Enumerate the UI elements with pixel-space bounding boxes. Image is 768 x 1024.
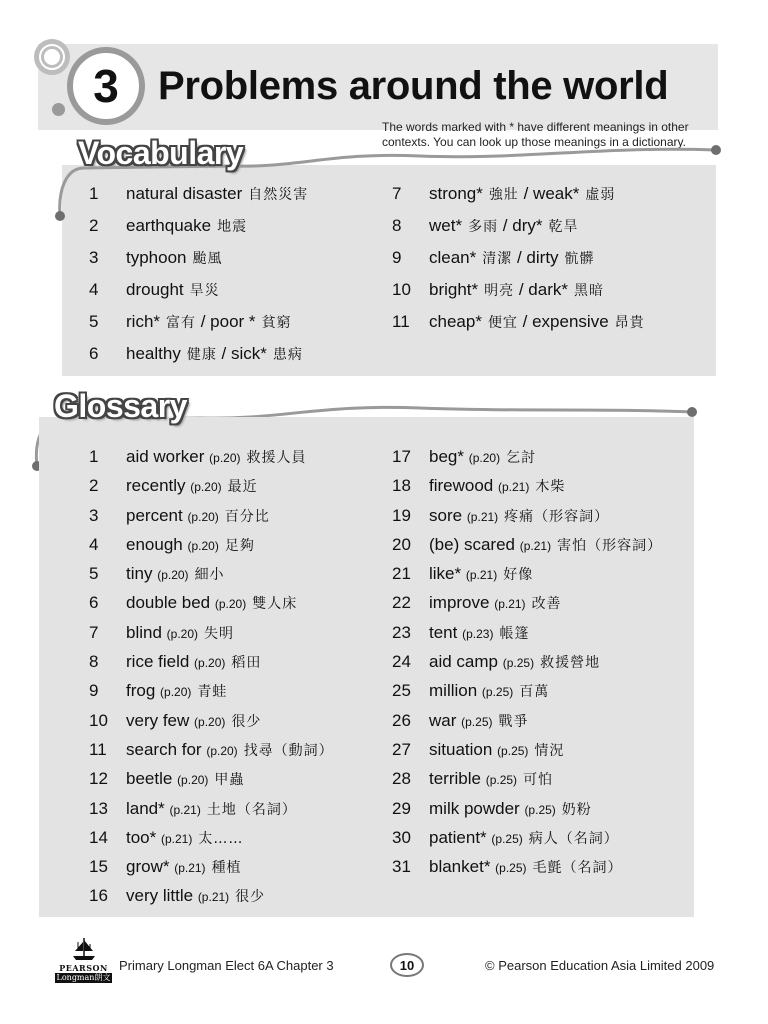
opposite-translation: 乾旱 bbox=[548, 219, 579, 235]
list-item bbox=[392, 623, 692, 652]
chinese-translation: 疼痛（形容詞） bbox=[504, 508, 610, 525]
english-word: recently bbox=[126, 476, 186, 496]
english-word: bright* bbox=[429, 280, 479, 299]
opposite-translation: 虛弱 bbox=[585, 187, 616, 203]
opposite-word: / sick* bbox=[216, 344, 267, 363]
item-number: 14 bbox=[89, 827, 108, 847]
item-number: 7 bbox=[89, 622, 99, 642]
item-number: 12 bbox=[89, 769, 108, 789]
chinese-translation: 稻田 bbox=[231, 655, 262, 672]
list-item bbox=[89, 828, 384, 857]
english-word: milk powder bbox=[429, 798, 520, 818]
english-word: terrible bbox=[429, 769, 481, 789]
item-number: 22 bbox=[392, 593, 411, 613]
chinese-translation: 便宜 bbox=[487, 315, 518, 331]
vocabulary-list-left bbox=[89, 184, 379, 376]
chapter-number: 3 bbox=[93, 60, 119, 112]
item-number: 5 bbox=[89, 564, 99, 584]
chinese-translation: 健康 bbox=[186, 347, 217, 363]
english-word: natural disaster bbox=[126, 184, 243, 203]
list-item bbox=[392, 447, 692, 476]
english-word: war bbox=[429, 710, 457, 730]
chinese-translation: 旱災 bbox=[189, 283, 220, 299]
page-reference: (p.21) bbox=[466, 509, 499, 524]
chinese-translation: 戰爭 bbox=[498, 713, 529, 730]
english-word: grow* bbox=[126, 857, 170, 877]
list-item bbox=[89, 886, 384, 915]
english-word: like* bbox=[429, 564, 462, 584]
glossary-list-right bbox=[392, 447, 692, 886]
chinese-translation: 颱風 bbox=[192, 251, 223, 267]
page-reference: (p.20) bbox=[468, 451, 501, 465]
list-item bbox=[392, 799, 692, 828]
list-item bbox=[89, 312, 379, 344]
page-reference: (p.25) bbox=[491, 831, 523, 846]
page-reference: (p.21) bbox=[174, 861, 206, 876]
chinese-translation: 強壯 bbox=[488, 187, 519, 203]
list-item bbox=[89, 564, 384, 593]
book-title: Primary Longman Elect 6A Chapter 3 bbox=[119, 958, 334, 973]
chinese-translation: 奶粉 bbox=[561, 801, 592, 818]
item-number: 4 bbox=[89, 280, 99, 299]
opposite-word: / dark* bbox=[514, 280, 568, 299]
english-word: percent bbox=[126, 505, 183, 525]
list-item bbox=[392, 740, 692, 769]
chinese-translation: 找尋（動詞） bbox=[243, 742, 334, 759]
vocabulary-heading: Vocabulary bbox=[78, 135, 244, 171]
item-number: 13 bbox=[89, 798, 108, 818]
list-item bbox=[392, 535, 692, 564]
page-reference: (p.20) bbox=[166, 626, 199, 641]
pearson-logo bbox=[55, 936, 112, 996]
english-word: tiny bbox=[126, 564, 153, 584]
chinese-translation: 最近 bbox=[227, 479, 258, 496]
chinese-translation: 木柴 bbox=[535, 479, 566, 496]
english-word: tent bbox=[429, 622, 458, 642]
page-reference: (p.20) bbox=[194, 656, 226, 671]
glossary-list-left bbox=[89, 447, 384, 916]
page-reference: (p.20) bbox=[177, 773, 209, 788]
list-item bbox=[89, 447, 384, 476]
page-reference: (p.20) bbox=[187, 538, 219, 553]
opposite-word: / weak* bbox=[518, 184, 580, 203]
item-number: 30 bbox=[392, 827, 411, 847]
english-word: earthquake bbox=[126, 216, 212, 235]
chinese-translation: 救援人員 bbox=[246, 450, 307, 466]
list-item bbox=[89, 740, 384, 769]
opposite-translation: 黑暗 bbox=[574, 283, 604, 299]
english-word: cheap* bbox=[429, 312, 482, 331]
page-reference: (p.23) bbox=[462, 626, 494, 641]
item-number: 25 bbox=[392, 681, 411, 701]
item-number: 1 bbox=[89, 447, 99, 466]
page-reference: (p.21) bbox=[519, 538, 552, 553]
page-title: Problems around the world bbox=[158, 64, 669, 108]
chinese-translation: 細小 bbox=[194, 567, 225, 584]
dictionary-note: The words marked with * have different meanings in other contexts. You can look up those meanings in a dictionary. bbox=[382, 120, 689, 149]
item-number: 20 bbox=[392, 534, 411, 554]
english-word: search for bbox=[126, 739, 202, 759]
item-number: 23 bbox=[392, 622, 411, 642]
page-reference: (p.25) bbox=[485, 773, 518, 788]
list-item bbox=[392, 248, 712, 280]
list-item bbox=[392, 216, 712, 248]
item-number: 8 bbox=[89, 652, 99, 672]
page-reference: (p.20) bbox=[160, 685, 192, 700]
page-reference: (p.21) bbox=[197, 890, 230, 905]
opposite-translation: 昂貴 bbox=[614, 315, 645, 331]
page-reference: (p.21) bbox=[169, 802, 201, 817]
list-item bbox=[392, 312, 712, 344]
item-number: 16 bbox=[89, 886, 108, 906]
item-number: 17 bbox=[392, 447, 411, 466]
opposite-translation: 貧窮 bbox=[261, 315, 292, 331]
list-item bbox=[89, 711, 384, 740]
page-reference: (p.25) bbox=[497, 743, 529, 758]
item-number: 28 bbox=[392, 769, 411, 789]
english-word: drought bbox=[126, 280, 184, 299]
item-number: 7 bbox=[392, 184, 402, 203]
english-word: typhoon bbox=[126, 248, 187, 267]
chinese-translation: 毛氈（名詞） bbox=[532, 860, 623, 877]
ship-icon bbox=[69, 936, 99, 962]
list-item bbox=[89, 857, 384, 886]
item-number: 3 bbox=[89, 505, 99, 525]
chinese-translation: 帳篷 bbox=[499, 625, 530, 642]
english-word: aid camp bbox=[429, 652, 498, 672]
item-number: 27 bbox=[392, 739, 411, 759]
list-item bbox=[89, 476, 384, 505]
page-reference: (p.20) bbox=[157, 568, 189, 583]
chinese-translation: 情況 bbox=[534, 742, 565, 759]
list-item bbox=[89, 344, 379, 376]
list-item bbox=[89, 681, 384, 710]
item-number: 11 bbox=[89, 739, 107, 759]
item-number: 6 bbox=[89, 344, 99, 363]
english-word: million bbox=[429, 681, 478, 701]
english-word: blanket* bbox=[429, 857, 491, 877]
chinese-translation: 種植 bbox=[211, 860, 242, 877]
opposite-translation: 骯髒 bbox=[564, 251, 595, 267]
page-reference: (p.25) bbox=[461, 714, 493, 729]
chinese-translation: 清潔 bbox=[482, 251, 513, 267]
item-number: 5 bbox=[89, 312, 99, 331]
list-item bbox=[89, 535, 384, 564]
english-word: sore bbox=[429, 505, 463, 525]
item-number: 11 bbox=[392, 312, 410, 331]
page-reference: (p.21) bbox=[465, 568, 498, 583]
chinese-translation: 百萬 bbox=[519, 684, 550, 701]
english-word: beetle bbox=[126, 769, 173, 789]
list-item bbox=[392, 564, 692, 593]
glossary-heading: Glossary bbox=[54, 388, 187, 424]
item-number: 26 bbox=[392, 710, 411, 730]
chinese-translation: 很少 bbox=[235, 889, 266, 906]
list-item bbox=[392, 280, 712, 312]
chinese-translation: 足夠 bbox=[224, 537, 255, 554]
english-word: very little bbox=[126, 886, 194, 906]
english-word: firewood bbox=[429, 476, 494, 496]
item-number: 18 bbox=[392, 476, 411, 496]
english-word: blind bbox=[126, 622, 162, 642]
page-reference: (p.20) bbox=[206, 743, 238, 758]
english-word: improve bbox=[429, 593, 490, 613]
page-reference: (p.25) bbox=[502, 656, 535, 671]
item-number: 29 bbox=[392, 798, 411, 818]
english-word: double bed bbox=[126, 593, 211, 613]
english-word: (be) scared bbox=[429, 534, 515, 554]
logo-subtitle: Longman朗文 bbox=[56, 973, 111, 982]
page-reference: (p.20) bbox=[214, 597, 247, 612]
opposite-word: / expensive bbox=[517, 312, 609, 331]
list-item bbox=[392, 184, 712, 216]
chinese-translation: 可怕 bbox=[523, 772, 554, 789]
english-word: frog bbox=[126, 681, 156, 701]
english-word: land* bbox=[126, 798, 165, 818]
chinese-translation: 甲蟲 bbox=[214, 772, 245, 789]
english-word: rich* bbox=[126, 312, 161, 331]
page-reference: (p.21) bbox=[160, 831, 193, 846]
chinese-translation: 乞討 bbox=[506, 450, 537, 466]
page-reference: (p.25) bbox=[495, 861, 527, 876]
chinese-translation: 改善 bbox=[531, 596, 562, 613]
logo-name: PEARSON bbox=[59, 963, 108, 973]
list-item bbox=[392, 476, 692, 505]
item-number: 4 bbox=[89, 534, 99, 554]
list-item bbox=[89, 248, 379, 280]
list-item bbox=[392, 828, 692, 857]
chinese-translation: 明亮 bbox=[484, 283, 515, 299]
opposite-word: / poor * bbox=[196, 312, 256, 331]
chinese-translation: 失明 bbox=[204, 625, 235, 642]
opposite-word: / dirty bbox=[512, 248, 559, 267]
list-item bbox=[392, 857, 692, 886]
chinese-translation: 雙人床 bbox=[252, 596, 298, 613]
chinese-translation: 病人（名詞） bbox=[528, 830, 619, 847]
english-word: wet* bbox=[429, 216, 463, 235]
item-number: 15 bbox=[89, 857, 108, 877]
item-number: 1 bbox=[89, 184, 99, 203]
list-item bbox=[89, 799, 384, 828]
item-number: 3 bbox=[89, 248, 99, 267]
english-word: clean* bbox=[429, 248, 477, 267]
list-item bbox=[392, 652, 692, 681]
chinese-translation: 多雨 bbox=[468, 219, 499, 235]
english-word: beg* bbox=[429, 447, 464, 466]
opposite-translation: 患病 bbox=[272, 347, 303, 363]
list-item bbox=[89, 506, 384, 535]
list-item bbox=[392, 506, 692, 535]
page-reference: (p.20) bbox=[194, 714, 226, 729]
list-item bbox=[89, 623, 384, 652]
english-word: rice field bbox=[126, 652, 190, 672]
chinese-translation: 太…… bbox=[198, 830, 244, 847]
item-number: 31 bbox=[392, 857, 411, 877]
list-item bbox=[89, 280, 379, 312]
list-item bbox=[392, 593, 692, 622]
english-word: strong* bbox=[429, 184, 483, 203]
page-reference: (p.21) bbox=[498, 480, 530, 495]
item-number: 9 bbox=[89, 681, 99, 701]
page-reference: (p.20) bbox=[209, 451, 241, 465]
english-word: very few bbox=[126, 710, 190, 730]
vocabulary-list-right bbox=[392, 184, 712, 344]
chinese-translation: 好像 bbox=[503, 567, 534, 584]
copyright: © Pearson Education Asia Limited 2009 bbox=[485, 958, 715, 973]
item-number: 10 bbox=[392, 280, 411, 299]
opposite-word: / dry* bbox=[498, 216, 543, 235]
list-item bbox=[89, 769, 384, 798]
english-word: patient* bbox=[429, 827, 487, 847]
item-number: 19 bbox=[392, 505, 411, 525]
list-item bbox=[89, 652, 384, 681]
item-number: 24 bbox=[392, 652, 411, 672]
page-reference: (p.20) bbox=[187, 509, 219, 524]
english-word: situation bbox=[429, 739, 493, 759]
item-number: 9 bbox=[392, 248, 402, 267]
list-item bbox=[89, 593, 384, 622]
item-number: 2 bbox=[89, 216, 99, 235]
chinese-translation: 土地（名詞） bbox=[206, 801, 297, 818]
english-word: aid worker bbox=[126, 447, 205, 466]
list-item bbox=[89, 216, 379, 248]
item-number: 6 bbox=[89, 593, 99, 613]
item-number: 21 bbox=[392, 564, 411, 584]
item-number: 2 bbox=[89, 476, 99, 496]
page-reference: (p.25) bbox=[481, 685, 514, 700]
item-number: 8 bbox=[392, 216, 402, 235]
page-reference: (p.20) bbox=[190, 480, 222, 495]
chinese-translation: 很少 bbox=[231, 713, 262, 730]
chinese-translation: 地震 bbox=[217, 219, 248, 235]
chinese-translation: 救援營地 bbox=[540, 655, 601, 672]
item-number: 10 bbox=[89, 710, 108, 730]
page-number: 10 bbox=[390, 953, 424, 977]
list-item bbox=[89, 184, 379, 216]
page-reference: (p.21) bbox=[494, 597, 526, 612]
english-word: too* bbox=[126, 827, 157, 847]
english-word: healthy bbox=[126, 344, 181, 363]
chinese-translation: 青蛙 bbox=[197, 684, 228, 701]
page-reference: (p.25) bbox=[524, 802, 556, 817]
list-item bbox=[392, 681, 692, 710]
chinese-translation: 百分比 bbox=[224, 508, 270, 525]
chinese-translation: 富有 bbox=[166, 315, 197, 331]
english-word: enough bbox=[126, 534, 183, 554]
chinese-translation: 害怕（形容詞） bbox=[557, 537, 663, 554]
list-item bbox=[392, 711, 692, 740]
chinese-translation: 自然災害 bbox=[248, 187, 309, 203]
list-item bbox=[392, 769, 692, 798]
